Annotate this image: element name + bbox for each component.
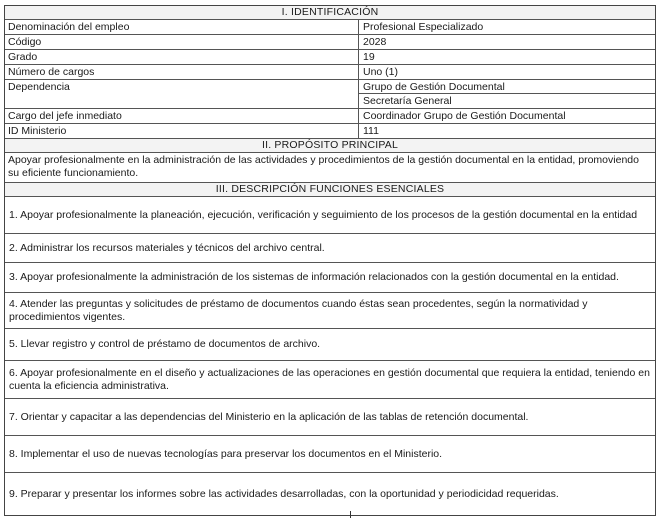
value-denominacion: Profesional Especializado [363,21,484,33]
label-denominacion: Denominación del empleo [5,20,359,34]
row-id-ministerio [5,124,655,139]
job-description-table [4,5,656,516]
function-item [5,436,655,473]
label-id-ministerio: ID Ministerio [5,124,359,138]
function-item [5,399,655,436]
row-dependencia [5,80,655,109]
function-item [5,361,655,399]
function-item [5,197,655,234]
function-text: 7. Orientar y capacitar a las dependencias del Ministerio en la aplicación de las tablas de retención documental. [9,410,529,423]
row-cargo-jefe [5,109,655,124]
label-dependencia: Dependencia [5,80,359,108]
function-text: 3. Apoyar profesionalmente la administración de los sistemas de información relacionados con la gestión documental en la entidad. [9,271,619,283]
row-codigo [5,35,655,50]
function-text: 5. Llevar registro y control de préstamo de documentos de archivo. [9,338,321,350]
value-numero-cargos: Uno (1) [363,66,399,78]
purpose-text: Apoyar profesionalmente en la administración de las actividades y procedimientos de la gestión documental en la entidad, promoviendo su eficiente funcionamiento. [5,153,655,183]
value-dependencia-grupo: Grupo de Gestión Documental [359,80,655,94]
label-cargo-jefe: Cargo del jefe inmediato [5,109,359,123]
function-item [5,473,655,515]
value-grado: 19 [363,51,375,63]
function-text: 6. Apoyar profesionalmente en el diseño y actualizaciones de las operaciones en gestión documental que requiera la entidad, teniendo en cuenta la eficiencia administrativa. [9,366,650,392]
label-numero-cargos: Número de cargos [5,65,359,79]
value-id-ministerio: 111 [363,125,379,137]
function-item [5,293,655,329]
row-grado [5,50,655,65]
label-grado: Grado [5,50,359,64]
value-dependencia [359,80,655,108]
section-funciones-title: III. DESCRIPCIÓN FUNCIONES ESENCIALES [5,183,655,197]
value-dependencia-secretaria: Secretaría General [363,95,452,107]
section-identificacion-title: I. IDENTIFICACIÓN [5,6,655,20]
function-text: 2. Administrar los recursos materiales y técnicos del archivo central. [9,241,325,254]
scan-mark [350,511,351,518]
row-numero-cargos [5,65,655,80]
function-item [5,234,655,263]
label-codigo: Código [5,35,359,49]
value-codigo: 2028 [363,36,387,48]
value-cargo-jefe: Coordinador Grupo de Gestión Documental [363,110,566,122]
function-text: 1. Apoyar profesionalmente la planeación, ejecución, verificación y seguimiento de los procesos de la gestión documental en la entidad [9,208,638,221]
function-item [5,263,655,293]
section-proposito-title: II. PROPÓSITO PRINCIPAL [5,139,655,153]
function-text: 8. Implementar el uso de nuevas tecnologías para preservar los documentos en el Ministerio. [9,447,443,460]
function-item [5,329,655,361]
function-text: 4. Atender las preguntas y solicitudes de préstamo de documentos cuando éstas sean procedentes, según la normatividad y procedimientos vigentes. [9,297,588,323]
function-text: 9. Preparar y presentar los informes sobre las actividades desarrolladas, con la oportunidad y periodicidad requeridas. [9,487,559,500]
row-denominacion [5,20,655,35]
